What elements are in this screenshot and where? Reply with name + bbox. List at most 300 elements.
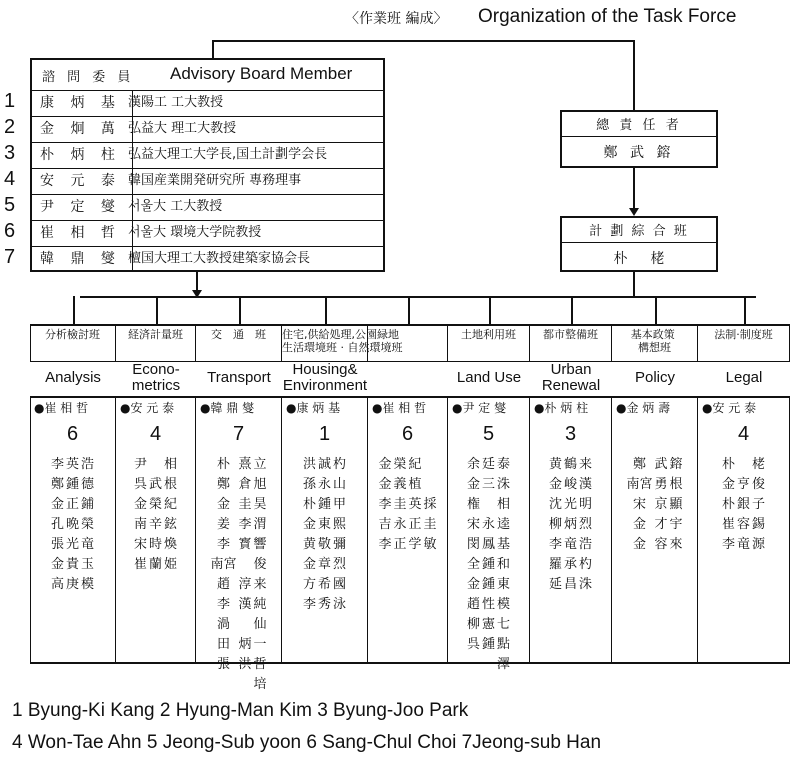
department-members xyxy=(196,455,281,695)
member-char: 昌 xyxy=(563,577,577,592)
member-char: 金 xyxy=(50,557,64,572)
member-char xyxy=(238,555,251,575)
member-char: 京 xyxy=(654,497,668,512)
member-char: 榮 xyxy=(81,517,95,532)
member-char: 鄭 xyxy=(632,457,646,472)
member-char: 炳 xyxy=(238,637,252,652)
member-char: 烈 xyxy=(579,517,593,532)
advisory-member-row xyxy=(32,142,383,168)
member-char: 俊 xyxy=(752,477,766,492)
department-header xyxy=(448,326,530,362)
member-char: 辛 xyxy=(148,517,162,532)
member-char: 李 xyxy=(302,597,316,612)
member-char: 李 xyxy=(378,537,392,552)
member-char: 竜 xyxy=(736,537,750,552)
member-char: 榮 xyxy=(148,497,162,512)
department-title: 土地利用班 xyxy=(461,328,516,341)
member-char: 光 xyxy=(65,537,79,552)
member-char: 紀 xyxy=(164,497,178,512)
advisory-member-affiliation: 서울大 環境大学院教授 xyxy=(128,225,262,240)
member-char: 趙 xyxy=(466,597,480,612)
department-english-label: Policy xyxy=(634,369,675,386)
member-char: 國 xyxy=(333,577,347,592)
member-char: 鍾 xyxy=(317,497,331,512)
member-char: 模 xyxy=(497,597,511,612)
advisory-member-row xyxy=(32,168,383,194)
department-header xyxy=(282,326,403,362)
department-english-label: Analysis xyxy=(45,369,101,386)
member-char: 勇 xyxy=(654,477,668,492)
member-char xyxy=(482,495,495,515)
footer-line-1: 1 Byung-Ki Kang 2 Hyung-Man Kim 3 Byung-Joo Park xyxy=(12,700,469,721)
connector xyxy=(408,296,410,324)
member-char: 閔 xyxy=(466,537,480,552)
member-char: 鶴 xyxy=(563,457,577,472)
advisory-member-affiliation: 弘益大 理工大教授 xyxy=(128,121,237,136)
member-char: 渦 xyxy=(216,617,230,632)
member-char: 鍾 xyxy=(481,557,495,572)
member-char: 黄 xyxy=(548,457,562,472)
advisory-member-name: 康 炳 基 xyxy=(32,91,133,116)
member-char: 熙 xyxy=(333,517,347,532)
chief-box xyxy=(560,110,718,168)
member-char: 子 xyxy=(752,497,766,512)
member-char: 玉 xyxy=(81,557,95,572)
member-char: 竜 xyxy=(81,537,95,552)
member-char: 點 xyxy=(497,637,511,652)
member-char: 金 xyxy=(721,477,735,492)
member-char: 銀 xyxy=(736,497,750,512)
advisory-member-number: 6 xyxy=(4,220,16,242)
member-char: 浩 xyxy=(81,457,95,472)
member-char: 呉 xyxy=(133,477,147,492)
member-char: 英 xyxy=(65,457,79,472)
member-char: 澤 xyxy=(497,657,511,672)
connector xyxy=(744,296,746,324)
member-char: 光 xyxy=(563,497,577,512)
member-char: 峻 xyxy=(563,477,577,492)
connector xyxy=(325,296,327,324)
department-column xyxy=(30,397,116,662)
member-char: 孔 xyxy=(50,517,64,532)
advisory-member-row xyxy=(32,116,383,142)
advisory-member-affiliation: 檀国大理工大教授建築家協会長 xyxy=(128,251,311,266)
member-char xyxy=(149,455,162,475)
department-leader: ●金 炳 壽 xyxy=(616,401,671,415)
department-column xyxy=(282,397,368,662)
member-char: 紀 xyxy=(408,457,422,472)
member-char: 誠 xyxy=(317,457,331,472)
department-header xyxy=(196,326,282,362)
chief-title: 總 責 任 者 xyxy=(596,118,682,133)
member-char: 姫 xyxy=(164,557,178,572)
member-char: 金 xyxy=(466,477,480,492)
advisory-member-name: 崔 相 哲 xyxy=(32,221,133,246)
department-members xyxy=(612,455,697,555)
member-char: 秀 xyxy=(317,597,331,612)
member-char: 根 xyxy=(669,477,683,492)
member-char: 淳 xyxy=(238,577,252,592)
advisory-member-row xyxy=(32,220,383,246)
member-char: 炳 xyxy=(563,517,577,532)
member-char: 錫 xyxy=(752,517,766,532)
department-header xyxy=(698,326,790,362)
member-char: 洪 xyxy=(302,457,316,472)
department-members xyxy=(448,455,529,675)
member-char: 金 xyxy=(632,537,646,552)
department-leader: ●尹 定 燮 xyxy=(452,401,507,415)
member-char: 武 xyxy=(654,457,668,472)
member-char: 余 xyxy=(466,457,480,472)
member-char: 仙 xyxy=(253,617,267,632)
member-char: 洙 xyxy=(497,477,511,492)
member-char: 和 xyxy=(497,557,511,572)
advisory-member-number: 4 xyxy=(4,168,16,190)
department-title: 交 通 班 xyxy=(211,328,266,341)
member-char xyxy=(737,455,750,475)
member-char: 明 xyxy=(579,497,593,512)
member-char: 顯 xyxy=(669,497,683,512)
member-char: 昊 xyxy=(253,497,267,512)
member-char: 宇 xyxy=(669,517,683,532)
member-char: 相 xyxy=(497,497,511,512)
department-english-label: Land Use xyxy=(456,369,522,386)
member-char: 鍾 xyxy=(65,477,79,492)
member-char: 金 xyxy=(133,497,147,512)
member-char: 羅 xyxy=(548,557,562,572)
member-char: 俊 xyxy=(253,557,267,572)
advisory-member-number: 5 xyxy=(4,194,16,216)
arrow-down-icon xyxy=(629,208,639,216)
member-char: 圭 xyxy=(393,497,407,512)
department-leader: ●安 元 泰 xyxy=(120,401,175,415)
member-char: 宋 xyxy=(466,517,480,532)
connector xyxy=(73,296,75,324)
member-char: 章 xyxy=(317,557,331,572)
member-char: 金 xyxy=(466,577,480,592)
member-char: 晩 xyxy=(65,517,79,532)
member-char: 金 xyxy=(632,517,646,532)
department-count: 4 xyxy=(737,423,750,445)
member-char: 敬 xyxy=(317,537,331,552)
member-char: 熹 xyxy=(238,457,252,472)
member-char: 東 xyxy=(317,517,331,532)
department-leader: ●安 元 泰 xyxy=(702,401,757,415)
connector xyxy=(239,296,241,324)
department-count: 1 xyxy=(318,423,331,445)
member-char: 承 xyxy=(563,557,577,572)
member-char: 鍾 xyxy=(481,577,495,592)
member-char: 一 xyxy=(253,637,267,652)
member-char: 田 xyxy=(216,637,230,652)
department-members xyxy=(530,455,611,595)
member-char: 庚 xyxy=(65,577,79,592)
department-column xyxy=(448,397,530,672)
department-english-label: Housing& Environment xyxy=(282,361,368,394)
member-char: 金 xyxy=(302,517,316,532)
member-char: 浩 xyxy=(579,537,593,552)
department-leader: ●崔 相 哲 xyxy=(34,401,89,415)
member-char: 希 xyxy=(317,577,331,592)
department-title: 住宅,供給処理,公園緑地 生活環境班 · 自然環境班 xyxy=(282,328,403,354)
member-char: 金 xyxy=(302,557,316,572)
member-char: 沈 xyxy=(548,497,562,512)
member-char: 鄭 xyxy=(50,477,64,492)
member-char: 鉉 xyxy=(164,517,178,532)
member-char: 培 xyxy=(253,677,267,692)
member-char: 英 xyxy=(408,497,422,512)
department-english-label: Legal xyxy=(725,369,763,386)
member-char: 倉 xyxy=(238,477,252,492)
department-count: 6 xyxy=(66,423,79,445)
member-char: 李 xyxy=(721,537,735,552)
advisory-member-number: 1 xyxy=(4,90,16,112)
member-char: 來 xyxy=(669,537,683,552)
department-leader: ●朴 炳 柱 xyxy=(534,401,589,415)
member-char: 純 xyxy=(253,597,267,612)
connector xyxy=(655,296,657,324)
member-char: 崔 xyxy=(133,557,147,572)
department-english-label: Urban Renewal xyxy=(541,361,601,394)
member-char: 張 xyxy=(50,537,64,552)
member-char: 渭 xyxy=(253,517,267,532)
department-count: 6 xyxy=(401,423,414,445)
member-char: 立 xyxy=(253,457,267,472)
department-english-label: Transport xyxy=(207,369,271,386)
advisory-member-name: 金 炯 萬 xyxy=(32,117,133,142)
member-char: 李 xyxy=(548,537,562,552)
advisory-member-name: 尹 定 燮 xyxy=(32,195,133,220)
member-char: 漢 xyxy=(579,477,593,492)
title-cjk: 〈作業班 編成〉 xyxy=(345,11,448,27)
department-column xyxy=(116,397,196,662)
member-char: 黄 xyxy=(302,537,316,552)
member-char: 呉 xyxy=(466,637,480,652)
planning-name: 朴 栳 xyxy=(613,251,665,267)
advisory-member-number: 3 xyxy=(4,142,16,164)
department-title: 分析檢討班 xyxy=(45,328,100,341)
member-char: 鋪 xyxy=(81,497,95,512)
member-char: 容 xyxy=(736,517,750,532)
advisory-heading-en: Advisory Board Member xyxy=(170,64,353,83)
department-header xyxy=(30,326,116,362)
department-column xyxy=(368,397,448,662)
member-char: 李 xyxy=(238,517,252,532)
member-char: 泰 xyxy=(497,457,511,472)
member-char: 杓 xyxy=(333,457,347,472)
member-char: 栳 xyxy=(752,457,766,472)
department-title: 基本政策 構想班 xyxy=(630,328,675,354)
member-char: 廷 xyxy=(481,457,495,472)
member-char: 鳳 xyxy=(481,537,495,552)
member-char: 甲 xyxy=(333,497,347,512)
advisory-heading-cjk: 諮 問 委 員 xyxy=(42,70,135,85)
member-char: 哲 xyxy=(253,657,267,672)
department-english-label: Econo- metrics xyxy=(131,361,181,394)
connector xyxy=(633,40,635,110)
department-count: 3 xyxy=(564,423,577,445)
member-char: 蘭 xyxy=(148,557,162,572)
member-char: 柳 xyxy=(548,517,562,532)
member-char: 延 xyxy=(548,577,562,592)
member-char: 金 xyxy=(50,497,64,512)
member-char: 方 xyxy=(302,577,316,592)
member-char: 宋 xyxy=(133,537,147,552)
advisory-member-affiliation: 韓国産業開発研究所 專務理事 xyxy=(128,173,302,188)
member-char: 南宮 xyxy=(210,557,237,572)
member-char: 源 xyxy=(752,537,766,552)
department-header xyxy=(368,326,448,362)
member-char: 学 xyxy=(408,537,422,552)
department-header xyxy=(530,326,612,362)
department-header xyxy=(612,326,698,362)
department-column xyxy=(196,397,282,692)
member-char: 山 xyxy=(333,477,347,492)
department-members xyxy=(698,455,789,555)
member-char xyxy=(424,455,437,475)
department-title: 法制·制度班 xyxy=(714,328,773,341)
department-column xyxy=(698,397,790,662)
advisory-member-affiliation: 漢陽工 工大教授 xyxy=(128,95,224,110)
member-char: 権 xyxy=(466,497,480,512)
member-char: 七 xyxy=(497,617,511,632)
member-char: 採 xyxy=(423,497,437,512)
member-char: 吉 xyxy=(378,517,392,532)
department-count: 5 xyxy=(482,423,495,445)
member-char: 永 xyxy=(393,517,407,532)
member-char: 南宮 xyxy=(626,477,653,492)
department-column xyxy=(612,397,698,662)
connector xyxy=(212,40,214,58)
department-leader: ●崔 相 哲 xyxy=(372,401,427,415)
member-char: 亨 xyxy=(736,477,750,492)
member-char: 憲 xyxy=(481,617,495,632)
chief-name: 鄭 武 鎔 xyxy=(603,145,675,161)
advisory-member-row xyxy=(32,90,383,116)
member-char: 寳 xyxy=(238,537,252,552)
member-char: 相 xyxy=(164,457,178,472)
member-char: 来 xyxy=(253,577,267,592)
member-char: 圭 xyxy=(423,517,437,532)
planning-box xyxy=(560,216,718,272)
member-char: 李 xyxy=(378,497,392,512)
member-char: 正 xyxy=(65,497,79,512)
member-char: 根 xyxy=(164,477,178,492)
member-char: 三 xyxy=(481,477,495,492)
member-char xyxy=(238,615,251,635)
department-members xyxy=(368,455,447,555)
advisory-member-row xyxy=(32,246,383,272)
connector xyxy=(633,168,635,210)
member-char: 才 xyxy=(654,517,668,532)
member-char: 竜 xyxy=(563,537,577,552)
member-char: 朴 xyxy=(721,497,735,512)
member-char: 圭 xyxy=(238,497,252,512)
member-char: 永 xyxy=(481,517,495,532)
member-char: 彌 xyxy=(333,537,347,552)
member-char: 金 xyxy=(216,497,230,512)
member-char: 来 xyxy=(579,457,593,472)
advisory-member-name: 安 元 泰 xyxy=(32,169,133,194)
member-char: 杓 xyxy=(579,557,593,572)
member-char xyxy=(424,475,437,495)
department-count: 7 xyxy=(232,423,245,445)
title-en: Organization of the Task Force xyxy=(478,6,737,27)
member-char: 孫 xyxy=(302,477,316,492)
member-char: 鍾 xyxy=(481,637,495,652)
member-char: 義 xyxy=(393,477,407,492)
member-char: 武 xyxy=(148,477,162,492)
advisory-member-number: 2 xyxy=(4,116,16,138)
member-char: 柳 xyxy=(466,617,480,632)
department-members xyxy=(282,455,367,615)
member-char: 張 xyxy=(216,657,230,672)
member-char: 李 xyxy=(216,597,230,612)
member-char: 正 xyxy=(408,517,422,532)
connector xyxy=(489,296,491,324)
planning-title: 計 劃 綜 合 班 xyxy=(589,224,689,239)
member-char: 高 xyxy=(50,577,64,592)
member-char: 金 xyxy=(378,477,392,492)
advisory-member-affiliation: 弘益大理工大学長,国土計劃学会長 xyxy=(128,147,328,162)
department-leader: ●康 炳 基 xyxy=(286,401,341,415)
advisory-board xyxy=(30,58,385,272)
member-char: 永 xyxy=(317,477,331,492)
member-char: 鄭 xyxy=(216,477,230,492)
member-char: 時 xyxy=(148,537,162,552)
advisory-member-affiliation: 서울大 工大教授 xyxy=(128,199,223,214)
member-char: 敏 xyxy=(423,537,437,552)
member-char: 泳 xyxy=(333,597,347,612)
connector xyxy=(196,272,198,292)
connector xyxy=(571,296,573,324)
member-char: 模 xyxy=(81,577,95,592)
member-char: 鎔 xyxy=(669,457,683,472)
member-char: 姜 xyxy=(216,517,230,532)
member-char: 南 xyxy=(133,517,147,532)
member-char: 榮 xyxy=(393,457,407,472)
member-char: 旭 xyxy=(253,477,267,492)
member-char: 德 xyxy=(81,477,95,492)
member-char: 植 xyxy=(408,477,422,492)
advisory-member-row xyxy=(32,194,383,220)
advisory-member-name: 韓 鼎 燮 xyxy=(32,247,133,272)
connector xyxy=(633,272,635,296)
department-members xyxy=(116,455,195,575)
advisory-member-number: 7 xyxy=(4,246,16,268)
member-char: 貴 xyxy=(65,557,79,572)
member-char: 烈 xyxy=(333,557,347,572)
department-title: 都市整備班 xyxy=(543,328,598,341)
department-count: 4 xyxy=(149,423,162,445)
member-char: 性 xyxy=(481,597,495,612)
member-char: 崔 xyxy=(721,517,735,532)
member-char: 洙 xyxy=(579,577,593,592)
advisory-member-name: 朴 炳 柱 xyxy=(32,143,133,168)
member-char: 響 xyxy=(253,537,267,552)
department-column xyxy=(530,397,612,662)
department-members xyxy=(30,455,115,595)
department-title: 経済計量班 xyxy=(128,328,183,341)
member-char: 金 xyxy=(378,457,392,472)
member-char: 金 xyxy=(548,477,562,492)
member-char: 李 xyxy=(216,537,230,552)
department-header xyxy=(116,326,196,362)
member-char: 宋 xyxy=(632,497,646,512)
member-char: 趙 xyxy=(216,577,230,592)
member-char: 朴 xyxy=(302,497,316,512)
footer-line-2: 4 Won-Tae Ahn 5 Jeong-Sub yoon 6 Sang-Chul Choi 7Jeong-sub Han xyxy=(12,732,602,753)
